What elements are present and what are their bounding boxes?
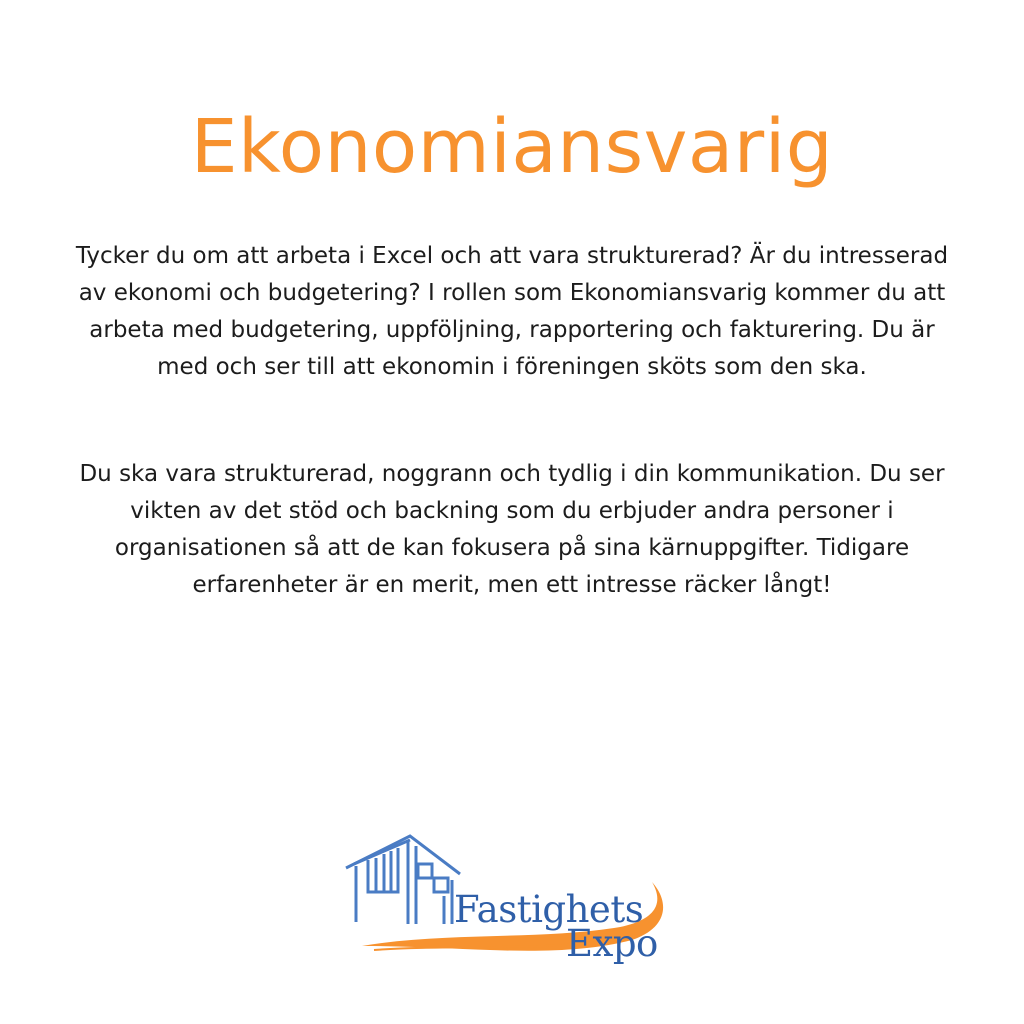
page-title: Ekonomiansvarig <box>190 104 834 190</box>
logo-text-expo: Expo <box>566 922 658 965</box>
fastighets-expo-logo <box>334 820 684 980</box>
intro-paragraph: Tycker du om att arbeta i Excel och att vara strukturerad? Är du intresserad av ekonomi och budgetering? I rollen som Ekonomiansvarig kommer du att arbeta med budgetering, uppföljning, rapportering och fakturering. Du är med och ser till att ekonomin i föreningen sköts som den ska. <box>75 243 949 380</box>
logo-text-fastighets: Fastighets <box>454 888 644 931</box>
requirements-paragraph: Du ska vara strukturerad, noggrann och tydlig i din kommunikation. Du ser vikten av det stöd och backning som du erbjuder andra personer i organisationen så att de kan fokusera på sina kärnuppgifter. Tidigare erfarenheter är en merit, men ett intresse räcker långt! <box>79 461 945 598</box>
